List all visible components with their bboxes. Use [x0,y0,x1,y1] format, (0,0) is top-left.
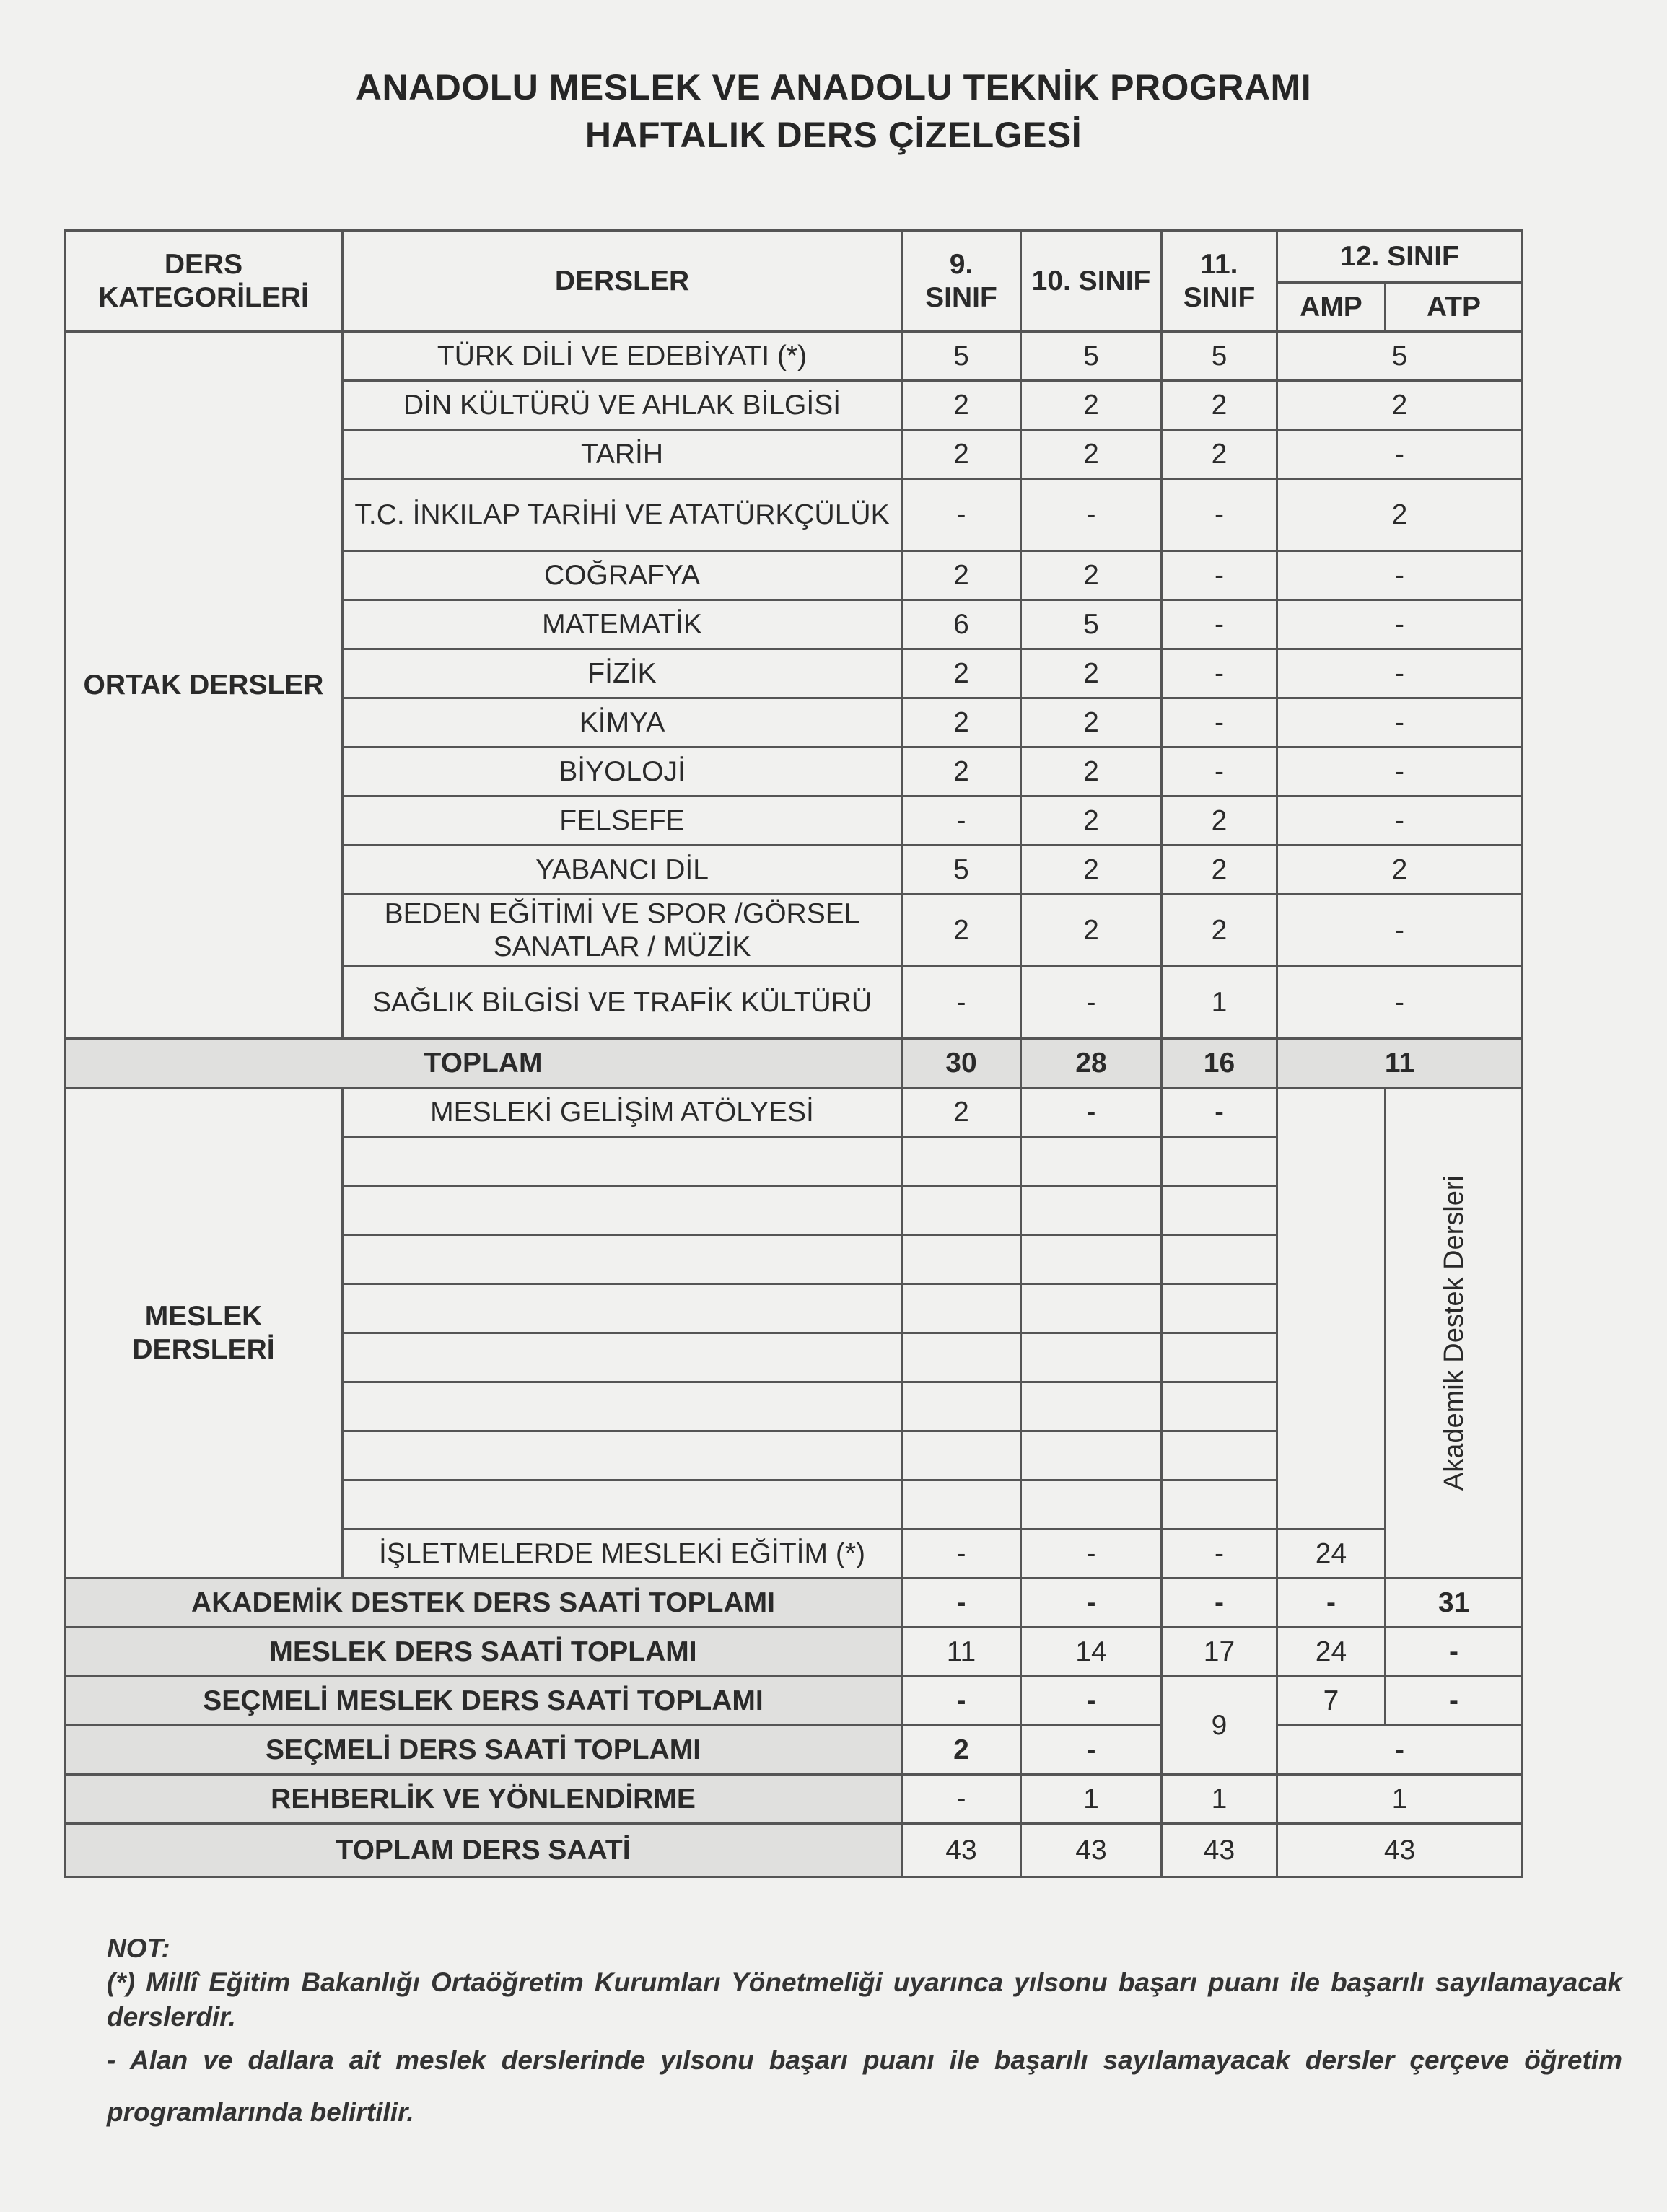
schedule-table [64,229,1523,1878]
hours-g12: - [1277,430,1523,479]
empty-cell [902,1333,1021,1382]
course-name: TÜRK DİLİ VE EDEBİYATI (*) [343,332,902,381]
empty-cell [1021,1480,1162,1529]
empty-cell [343,1382,902,1431]
hours-g9: 2 [902,649,1021,698]
summary-row [65,1775,1523,1824]
header-category: DERS KATEGORİLERİ [65,231,343,332]
hours-g9: - [902,479,1021,551]
course-name: İŞLETMELERDE MESLEKİ EĞİTİM (*) [343,1529,902,1579]
hours-g11: - [1162,698,1277,747]
empty-cell [902,1480,1021,1529]
table-row [65,332,1523,381]
hours-g12: - [1277,698,1523,747]
summary-label: MESLEK DERS SAATİ TOPLAMI [65,1628,902,1677]
empty-cell [902,1235,1021,1284]
header-amp: AMP [1277,283,1386,332]
total-g12: 11 [1277,1039,1523,1088]
hours-g11: 2 [1162,796,1277,846]
hours-g10: - [1021,479,1162,551]
empty-cell [1162,1186,1277,1235]
header-grade-12: 12. SINIF [1277,231,1523,283]
hours-g9: 2 [902,551,1021,600]
page-title [0,63,1667,159]
hours-g9: 2 [902,698,1021,747]
empty-cell [1162,1480,1277,1529]
summary-g10: 43 [1021,1824,1162,1877]
hours-g12: - [1277,796,1523,846]
header-atp: ATP [1386,283,1523,332]
course-name: BİYOLOJİ [343,747,902,796]
empty-cell [902,1431,1021,1480]
hours-g11: - [1162,649,1277,698]
hours-g12: - [1277,895,1523,967]
course-name: MATEMATİK [343,600,902,649]
hours-g12: - [1277,747,1523,796]
summary-amp: 7 [1277,1677,1386,1726]
empty-cell [343,1431,902,1480]
hours-g10: 2 [1021,430,1162,479]
hours-g11: - [1162,1529,1277,1579]
summary-atp: 31 [1386,1579,1523,1628]
hours-g11: - [1162,1088,1277,1137]
summary-atp: - [1386,1677,1523,1726]
course-name: BEDEN EĞİTİMİ VE SPOR /GÖRSEL SANATLAR / MÜZİK [343,895,902,967]
hours-g11: 2 [1162,895,1277,967]
course-name: MESLEKİ GELİŞİM ATÖLYESİ [343,1088,902,1137]
note-1: (*) Millî Eğitim Bakanlığı Ortaöğretim Kurumları Yönetmeliği uyarınca yılsonu başarı puanı ile başarılı sayılamayacak derslerdir. [107,1967,1622,2032]
academic-support-label: Akademik Destek Dersleri [1438,1175,1469,1491]
hours-g11: - [1162,479,1277,551]
summary-amp: - [1277,1579,1386,1628]
empty-cell [343,1186,902,1235]
hours-g9: - [902,967,1021,1039]
hours-g9: 2 [902,381,1021,430]
course-name: COĞRAFYA [343,551,902,600]
total-g11: 16 [1162,1039,1277,1088]
summary-g10: 14 [1021,1628,1162,1677]
empty-cell [343,1333,902,1382]
vertical-label-cell [1386,1088,1523,1579]
hours-g9: - [902,1529,1021,1579]
hours-g11: 1 [1162,967,1277,1039]
summary-g11: - [1162,1579,1277,1628]
summary-g10: 1 [1021,1775,1162,1824]
total-row [65,1039,1523,1088]
total-label: TOPLAM [65,1039,902,1088]
total-g9: 30 [902,1039,1021,1088]
hours-amp: 24 [1277,1529,1386,1579]
empty-cell [1021,1431,1162,1480]
hours-g11: 2 [1162,430,1277,479]
empty-cell [1162,1382,1277,1431]
empty-cell [1162,1431,1277,1480]
hours-g10: 5 [1021,600,1162,649]
hours-g11: - [1162,747,1277,796]
header-grade-11: 11. SINIF [1162,231,1277,332]
summary-g12: - [1277,1726,1523,1775]
summary-g9: - [902,1579,1021,1628]
summary-label: REHBERLİK VE YÖNLENDİRME [65,1775,902,1824]
hours-g12: - [1277,551,1523,600]
course-name: SAĞLIK BİLGİSİ VE TRAFİK KÜLTÜRÜ [343,967,902,1039]
hours-g10: - [1021,1529,1162,1579]
summary-row [65,1824,1523,1877]
hours-g10: 2 [1021,895,1162,967]
empty-cell [343,1284,902,1333]
notes-section [107,1932,1622,2138]
empty-cell [1162,1235,1277,1284]
hours-g11: - [1162,600,1277,649]
hours-g10: 2 [1021,747,1162,796]
hours-g10: 2 [1021,551,1162,600]
empty-cell [1162,1333,1277,1382]
summary-label: SEÇMELİ DERS SAATİ TOPLAMI [65,1726,902,1775]
course-name: KİMYA [343,698,902,747]
header-grade-9: 9. SINIF [902,231,1021,332]
title-line-2: HAFTALIK DERS ÇİZELGESİ [585,115,1082,155]
empty-cell [343,1480,902,1529]
hours-g11: 5 [1162,332,1277,381]
header-courses: DERSLER [343,231,902,332]
empty-cell [343,1235,902,1284]
hours-g12: 2 [1277,381,1523,430]
summary-g10: - [1021,1677,1162,1726]
hours-g9: 6 [902,600,1021,649]
course-name: TARİH [343,430,902,479]
summary-label: AKADEMİK DESTEK DERS SAATİ TOPLAMI [65,1579,902,1628]
hours-g12: - [1277,967,1523,1039]
summary-g11: 9 [1162,1677,1277,1775]
hours-g10: 2 [1021,796,1162,846]
table-row [65,1088,1523,1137]
course-name: T.C. İNKILAP TARİHİ VE ATATÜRKÇÜLÜK [343,479,902,551]
hours-g9: 2 [902,1088,1021,1137]
note-2: - Alan ve dallara ait meslek derslerinde yılsonu başarı puanı ile başarılı sayılamayacak dersler çerçeve öğretim programlarında belirtilir. [107,2045,1622,2127]
summary-label: TOPLAM DERS SAATİ [65,1824,902,1877]
amp-blank-cell [1277,1088,1386,1529]
empty-cell [343,1137,902,1186]
hours-g11: 2 [1162,381,1277,430]
empty-cell [902,1284,1021,1333]
hours-g10: - [1021,1088,1162,1137]
hours-g10: 5 [1021,332,1162,381]
empty-cell [902,1382,1021,1431]
hours-g10: 2 [1021,846,1162,895]
summary-row [65,1726,1523,1775]
hours-g12: 2 [1277,479,1523,551]
hours-g10: 2 [1021,698,1162,747]
notes-heading: NOT: [107,1934,170,1963]
hours-g9: 2 [902,430,1021,479]
course-name: YABANCI DİL [343,846,902,895]
title-line-1: ANADOLU MESLEK VE ANADOLU TEKNİK PROGRAMI [355,67,1312,107]
hours-g12: 5 [1277,332,1523,381]
empty-cell [1021,1137,1162,1186]
summary-row [65,1677,1523,1726]
empty-cell [1021,1284,1162,1333]
hours-g10: 2 [1021,381,1162,430]
summary-g11: 1 [1162,1775,1277,1824]
hours-g9: 5 [902,846,1021,895]
summary-amp: 24 [1277,1628,1386,1677]
hours-g9: - [902,796,1021,846]
summary-g9: 11 [902,1628,1021,1677]
empty-cell [1021,1186,1162,1235]
empty-cell [902,1137,1021,1186]
summary-label: SEÇMELİ MESLEK DERS SAATİ TOPLAMI [65,1677,902,1726]
summary-g10: - [1021,1726,1162,1775]
header-grade-10: 10. SINIF [1021,231,1162,332]
hours-g11: - [1162,551,1277,600]
empty-cell [1021,1333,1162,1382]
hours-g9: 2 [902,747,1021,796]
hours-g12: - [1277,600,1523,649]
empty-cell [1162,1137,1277,1186]
hours-g10: - [1021,967,1162,1039]
summary-row [65,1628,1523,1677]
summary-g11: 43 [1162,1824,1277,1877]
total-g10: 28 [1021,1039,1162,1088]
hours-g11: 2 [1162,846,1277,895]
category-vocational: MESLEK DERSLERİ [65,1088,343,1579]
course-name: FELSEFE [343,796,902,846]
summary-g9: - [902,1677,1021,1726]
hours-g12: - [1277,649,1523,698]
summary-g12: 43 [1277,1824,1523,1877]
course-name: FİZİK [343,649,902,698]
summary-g9: - [902,1775,1021,1824]
empty-cell [1162,1284,1277,1333]
summary-g11: 17 [1162,1628,1277,1677]
summary-g12: 1 [1277,1775,1523,1824]
summary-row [65,1579,1523,1628]
hours-g12: 2 [1277,846,1523,895]
hours-g9: 2 [902,895,1021,967]
summary-g10: - [1021,1579,1162,1628]
hours-g9: 5 [902,332,1021,381]
empty-cell [1021,1382,1162,1431]
hours-g10: 2 [1021,649,1162,698]
empty-cell [1021,1235,1162,1284]
summary-g9: 2 [902,1726,1021,1775]
summary-g9: 43 [902,1824,1021,1877]
empty-cell [902,1186,1021,1235]
course-name: DİN KÜLTÜRÜ VE AHLAK BİLGİSİ [343,381,902,430]
category-common: ORTAK DERSLER [65,332,343,1039]
summary-atp: - [1386,1628,1523,1677]
